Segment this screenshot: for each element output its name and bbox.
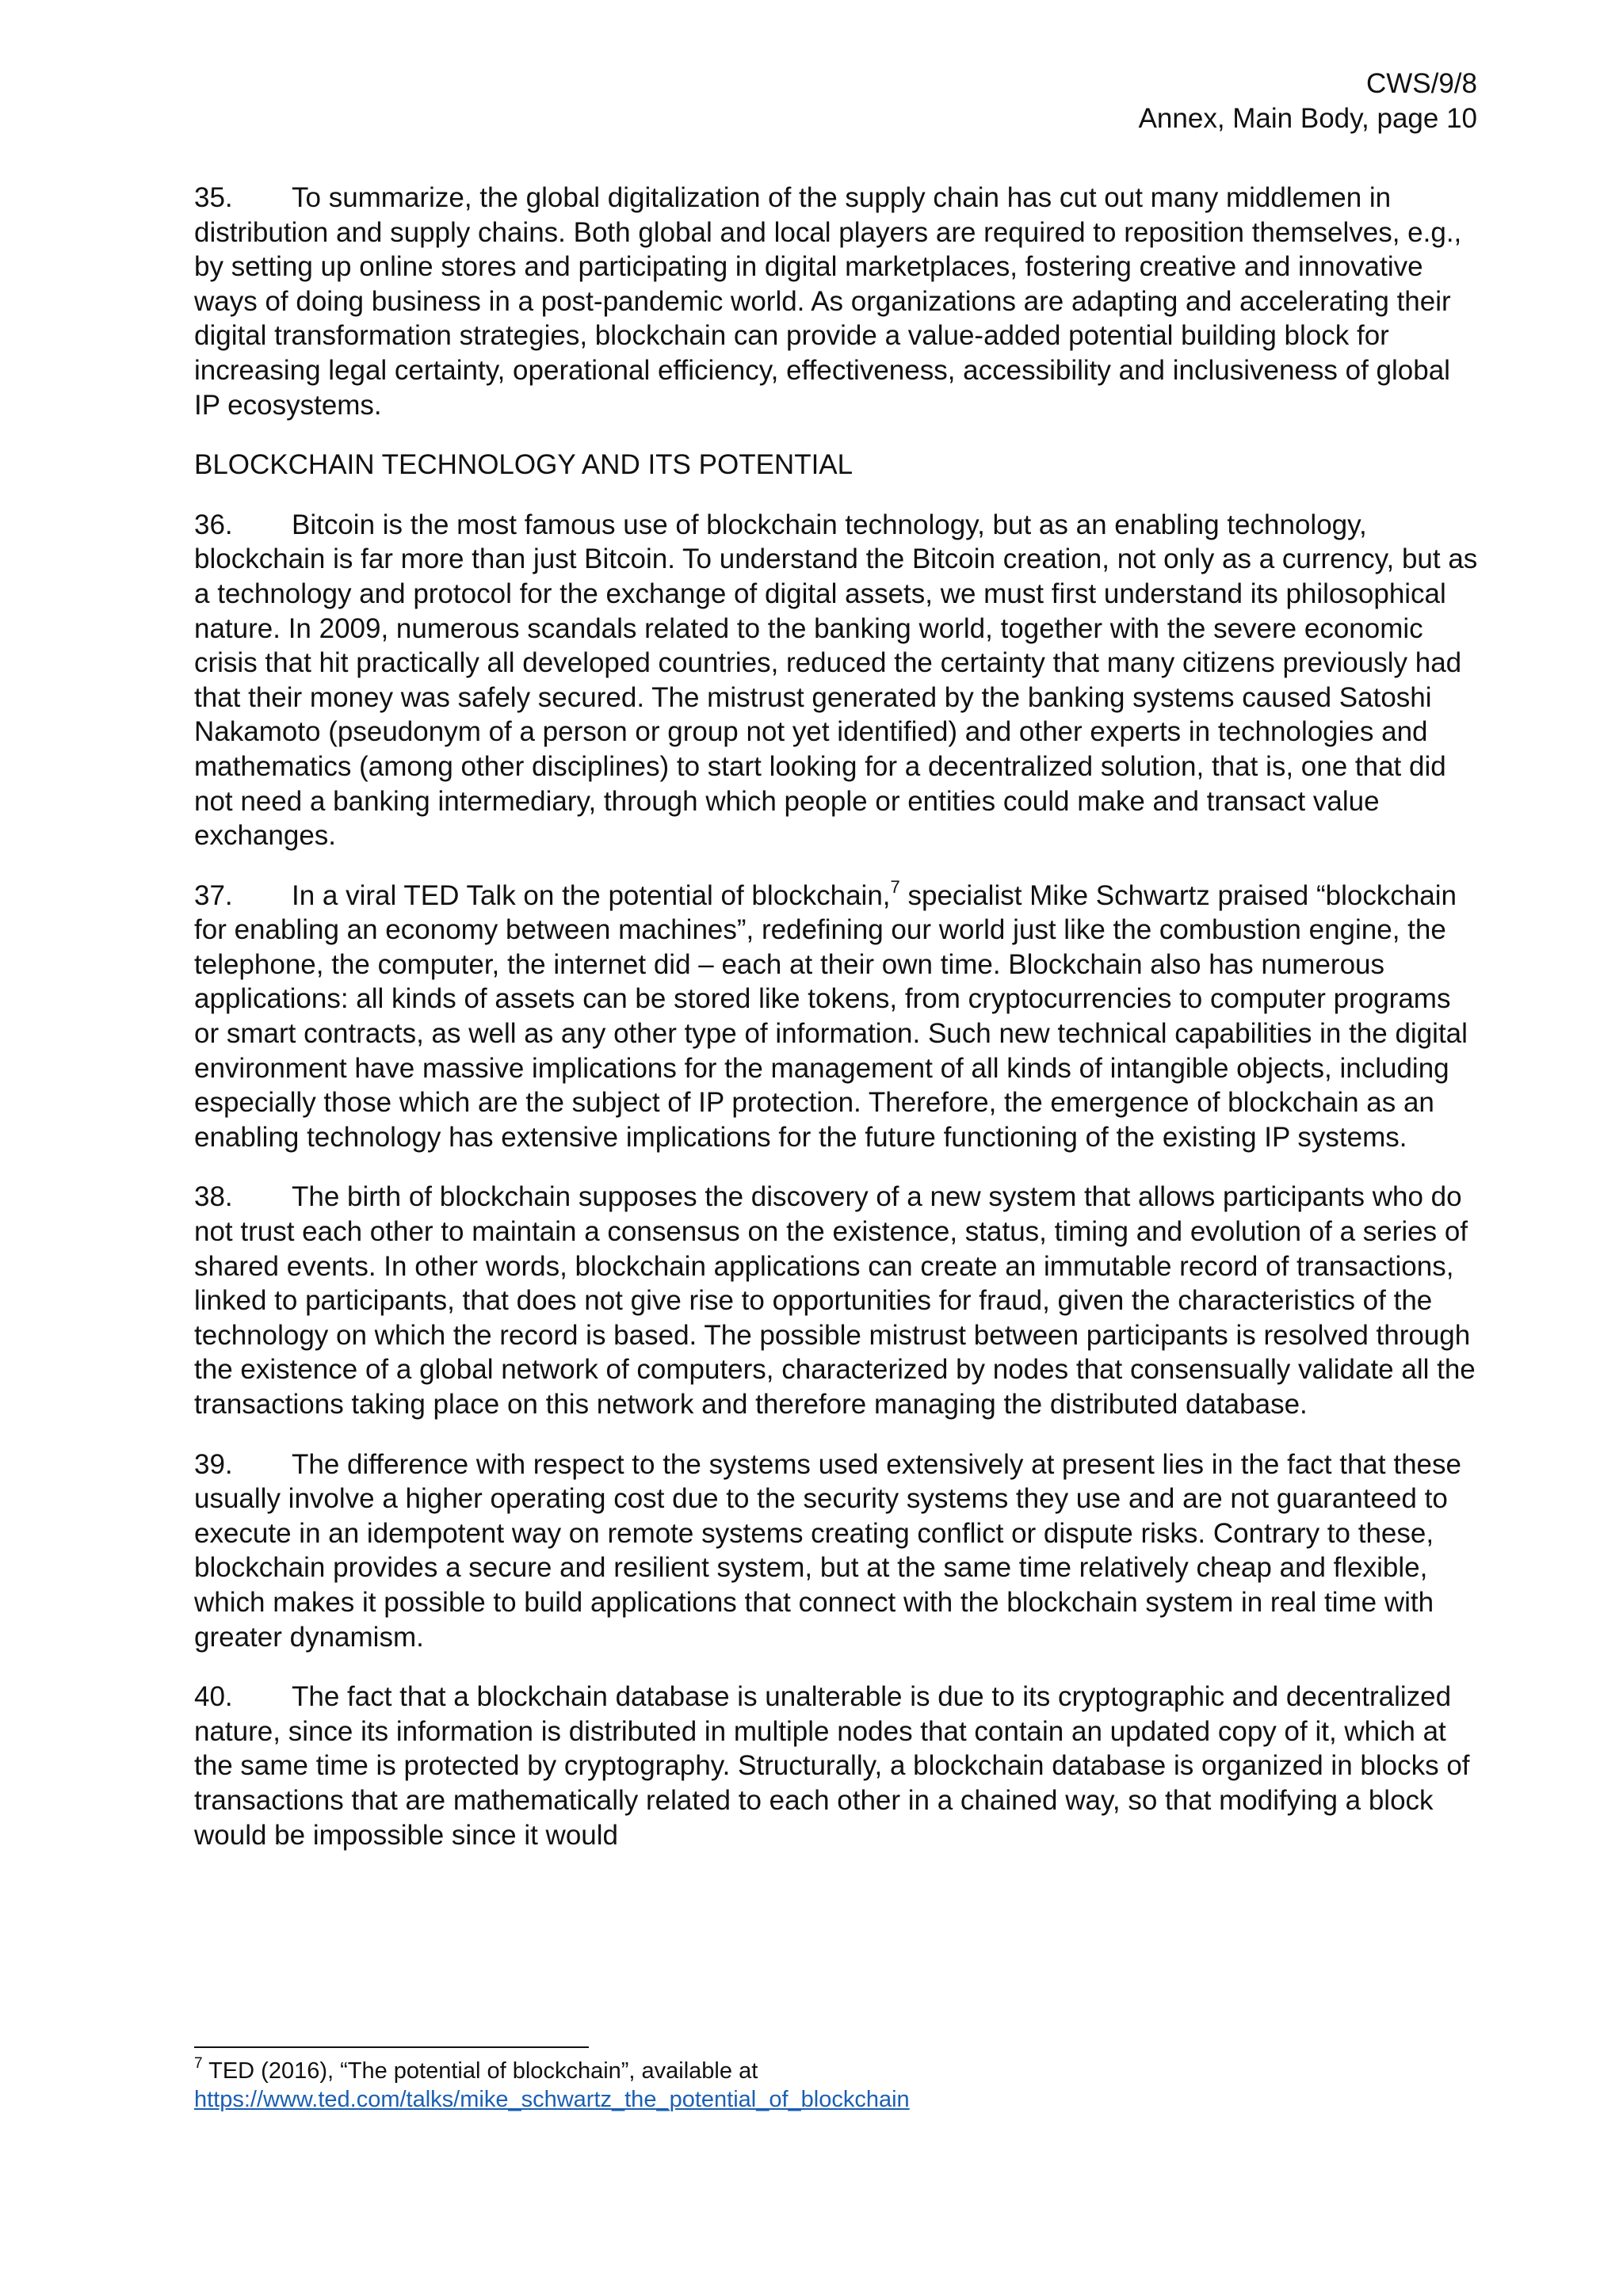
paragraph-text: The birth of blockchain supposes the discovery of a new system that allows participants who do not trust each other to maintain a consensus on the existence, status, timing and evolution of a series of shared events. In other words, blockchain applications can create an immutable record of transactions, linked to participants, that does not give rise to opportunities for fraud, given the characteristics of the technology on which the record is based. The possible mistrust between participants is resolved through the existence of a global network of computers, characterized by nodes that consensually validate all the transactions taking place on this network and therefore managing the distributed database. — [194, 1181, 1476, 1420]
paragraph-number: 37. — [194, 879, 233, 911]
footnote-reference[interactable]: 7 — [890, 877, 900, 898]
footnote — [194, 2057, 1478, 2114]
paragraph-number: 39. — [194, 1448, 233, 1480]
section-heading: BLOCKCHAIN TECHNOLOGY AND ITS POTENTIAL — [194, 449, 854, 481]
paragraph-number: 36. — [194, 509, 233, 540]
footnote-separator — [194, 2046, 589, 2048]
footnote-marker: 7 — [194, 2055, 203, 2073]
paragraph-text-continued: specialist Mike Schwartz praised “blockchain for enabling an economy between machines”, redefining our world just like the combustion engine, the telephone, the computer, the internet did – each at their own time. Blockchain also has numerous applications: all kinds of assets can be stored like tokens, from cryptocurrencies to computer programs or smart contracts, as well as any other type of information. Such new technical capabilities in the digital environment have massive implications for the management of all kinds of intangible objects, including especially those which are the subject of IP protection. Therefore, the emergence of blockchain as an enabling technology has extensive implications for the future functioning of the existing IP systems. — [194, 879, 1468, 1153]
paragraph-text: To summarize, the global digitalization of the supply chain has cut out many middlemen in distribution and supply chains. Both global and local players are required to reposition themselves, e.g., by setting up online stores and participating in digital marketplaces, fostering creative and innovative ways of doing business in a post-pandemic world. As organizations are adapting and accelerating their digital transformation strategies, blockchain can provide a value-added potential building block for increasing legal certainty, operational efficiency, effectiveness, accessibility and inclusiveness of global IP ecosystems. — [194, 182, 1462, 421]
paragraph-39 — [194, 1447, 1478, 1655]
paragraph-35 — [194, 181, 1478, 422]
paragraph-text: The difference with respect to the systems used extensively at present lies in the fact that these usually involve a higher operating cost due to the security systems they use and are not guaranteed to execute in an idempotent way on remote systems creating conflict or dispute risks. Contrary to these, blockchain provides a secure and resilient system, but at the same time relatively cheap and flexible, which makes it possible to build applications that connect with the blockchain system in real time with greater dynamism. — [194, 1448, 1461, 1653]
page-header — [1139, 67, 1477, 136]
footnote-line — [194, 2057, 1478, 2085]
footnote-text: TED (2016), “The potential of blockchain”, available at — [202, 2058, 758, 2084]
paragraph-text: The fact that a blockchain database is unalterable is due to its cryptographic and decentralized nature, since its information is distributed in multiple nodes that contain an updated copy of it, which at the same time is protected by cryptography. Structurally, a blockchain database is organized in blocks of transactions that are mathematically related to each other in a chained way, so that modifying a block would be impossible since it would — [194, 1681, 1470, 1851]
paragraph-text: In a viral TED Talk on the potential of blockchain, — [292, 879, 891, 911]
paragraph-36 — [194, 508, 1478, 853]
page-reference: Annex, Main Body, page 10 — [1138, 103, 1477, 134]
main-body — [194, 181, 1478, 1878]
paragraph-text: Bitcoin is the most famous use of blockchain technology, but as an enabling technology, blockchain is far more than just Bitcoin. To understand the Bitcoin creation, not only as a currency, but as a technology and protocol for the exchange of digital assets, we must first understand its philosophical nature. In 2009, numerous scandals related to the banking world, together with the severe economic crisis that hit practically all developed countries, reduced the certainty that many citizens previously had that their money was safely secured. The mistrust generated by the banking systems caused Satoshi Nakamoto (pseudonym of a person or group not yet identified) and other experts in technologies and mathematics (among other disciplines) to start looking for a decentralized solution, that is, one that did not need a banking intermediary, through which people or entities could make and transact value exchanges. — [194, 509, 1478, 852]
paragraph-number: 40. — [194, 1681, 233, 1713]
paragraph-40 — [194, 1680, 1478, 1852]
paragraph-number: 38. — [194, 1181, 233, 1213]
paragraph-37 — [194, 879, 1478, 1155]
paragraph-number: 35. — [194, 182, 233, 213]
footnote-link[interactable]: https://www.ted.com/talks/mike_schwartz_the_potential_of_blockchain — [194, 2087, 910, 2112]
paragraph-38 — [194, 1180, 1478, 1421]
document-id: CWS/9/8 — [1365, 68, 1477, 99]
